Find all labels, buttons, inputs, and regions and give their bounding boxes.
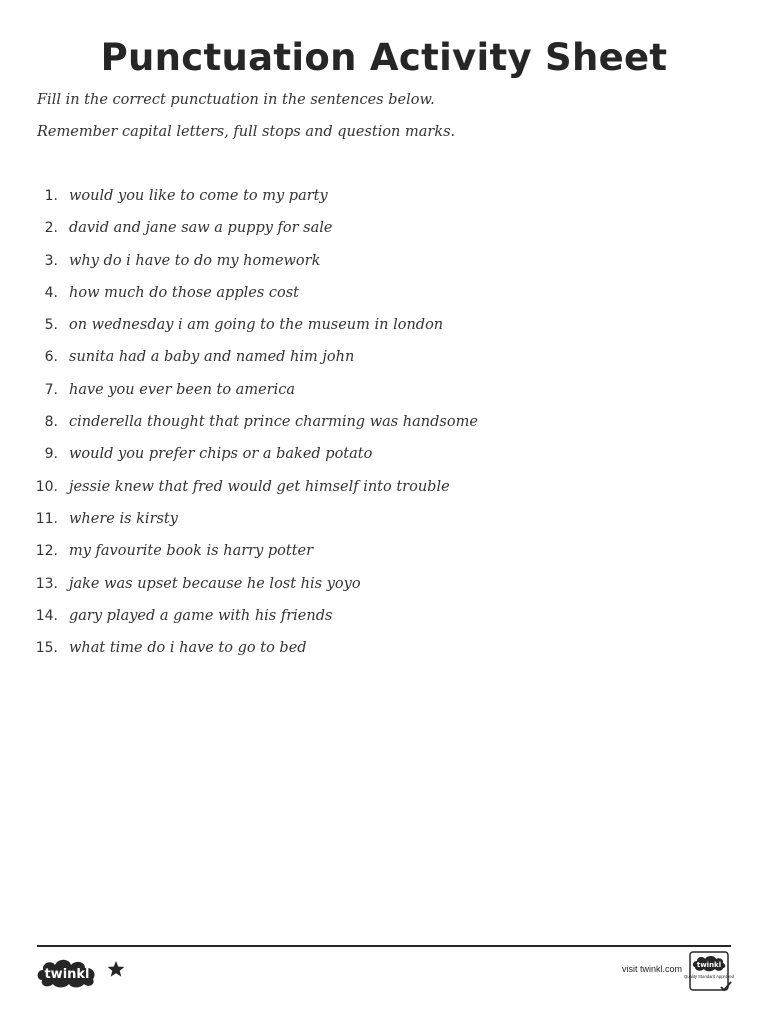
question-item: [0, 479, 700, 511]
question-item: [0, 576, 700, 608]
question-text: david and jane saw a puppy for sale: [69, 220, 333, 237]
question-text: why do i have to do my homework: [69, 252, 321, 269]
logo-text: twinkl: [44, 967, 90, 982]
footer-divider: [37, 945, 731, 947]
question-number: 1.: [44, 188, 58, 204]
question-number: 4.: [44, 284, 58, 301]
badge-text: Quality Standard Approved: [683, 974, 735, 979]
question-number: 7.: [44, 381, 58, 398]
question-item: [0, 349, 700, 381]
question-text: jake was upset because he lost his yoyo: [69, 575, 361, 592]
question-number: 10.: [35, 478, 58, 495]
question-item: [0, 640, 700, 672]
star-icon: [106, 959, 126, 979]
question-text: have you ever been to america: [69, 381, 295, 398]
quality-standard-badge-icon: [683, 951, 735, 993]
badge-logo-text: twinkl: [696, 961, 722, 969]
question-item: [0, 414, 700, 446]
question-item: [0, 511, 700, 543]
question-item: [0, 317, 700, 349]
question-item: [0, 608, 700, 640]
question-number: 13.: [35, 575, 58, 592]
question-item: [0, 446, 700, 478]
question-number: 15.: [35, 640, 58, 657]
question-text: gary played a game with his friends: [69, 607, 333, 624]
question-item: [0, 543, 700, 575]
question-number: 11.: [35, 510, 58, 527]
question-number: 14.: [35, 607, 58, 624]
question-text: on wednesday i am going to the museum in london: [69, 317, 444, 334]
question-number: 5.: [44, 317, 58, 334]
question-item: [0, 382, 700, 414]
instruction-line-2: Remember capital letters, full stops and question marks.: [37, 124, 456, 140]
question-text: would you like to come to my party: [69, 188, 328, 204]
question-item: [0, 220, 700, 252]
question-number: 6.: [44, 349, 58, 366]
question-text: jessie knew that fred would get himself into trouble: [69, 478, 450, 495]
question-number: 3.: [44, 252, 58, 269]
question-text: what time do i have to go to bed: [69, 640, 307, 657]
question-item: [0, 253, 700, 285]
question-number: 12.: [35, 543, 58, 560]
question-number: 9.: [44, 446, 58, 463]
question-text: cinderella thought that prince charming was handsome: [69, 414, 478, 431]
question-item: [0, 285, 700, 317]
question-text: would you prefer chips or a baked potato: [69, 446, 373, 463]
question-text: sunita had a baby and named him john: [69, 349, 355, 366]
question-text: my favourite book is harry potter: [69, 543, 314, 560]
page-title: Punctuation Activity Sheet: [100, 36, 668, 79]
twinkl-logo-icon: [36, 952, 98, 990]
question-number: 8.: [44, 414, 58, 431]
question-number: 2.: [44, 220, 58, 237]
question-text: where is kirsty: [69, 510, 178, 527]
question-text: how much do those apples cost: [69, 284, 299, 301]
instruction-line-1: Fill in the correct punctuation in the sentences below.: [37, 92, 435, 108]
question-list: [0, 188, 700, 672]
question-item: [0, 188, 700, 220]
visit-website-text: visit twinkl.com: [621, 964, 682, 974]
